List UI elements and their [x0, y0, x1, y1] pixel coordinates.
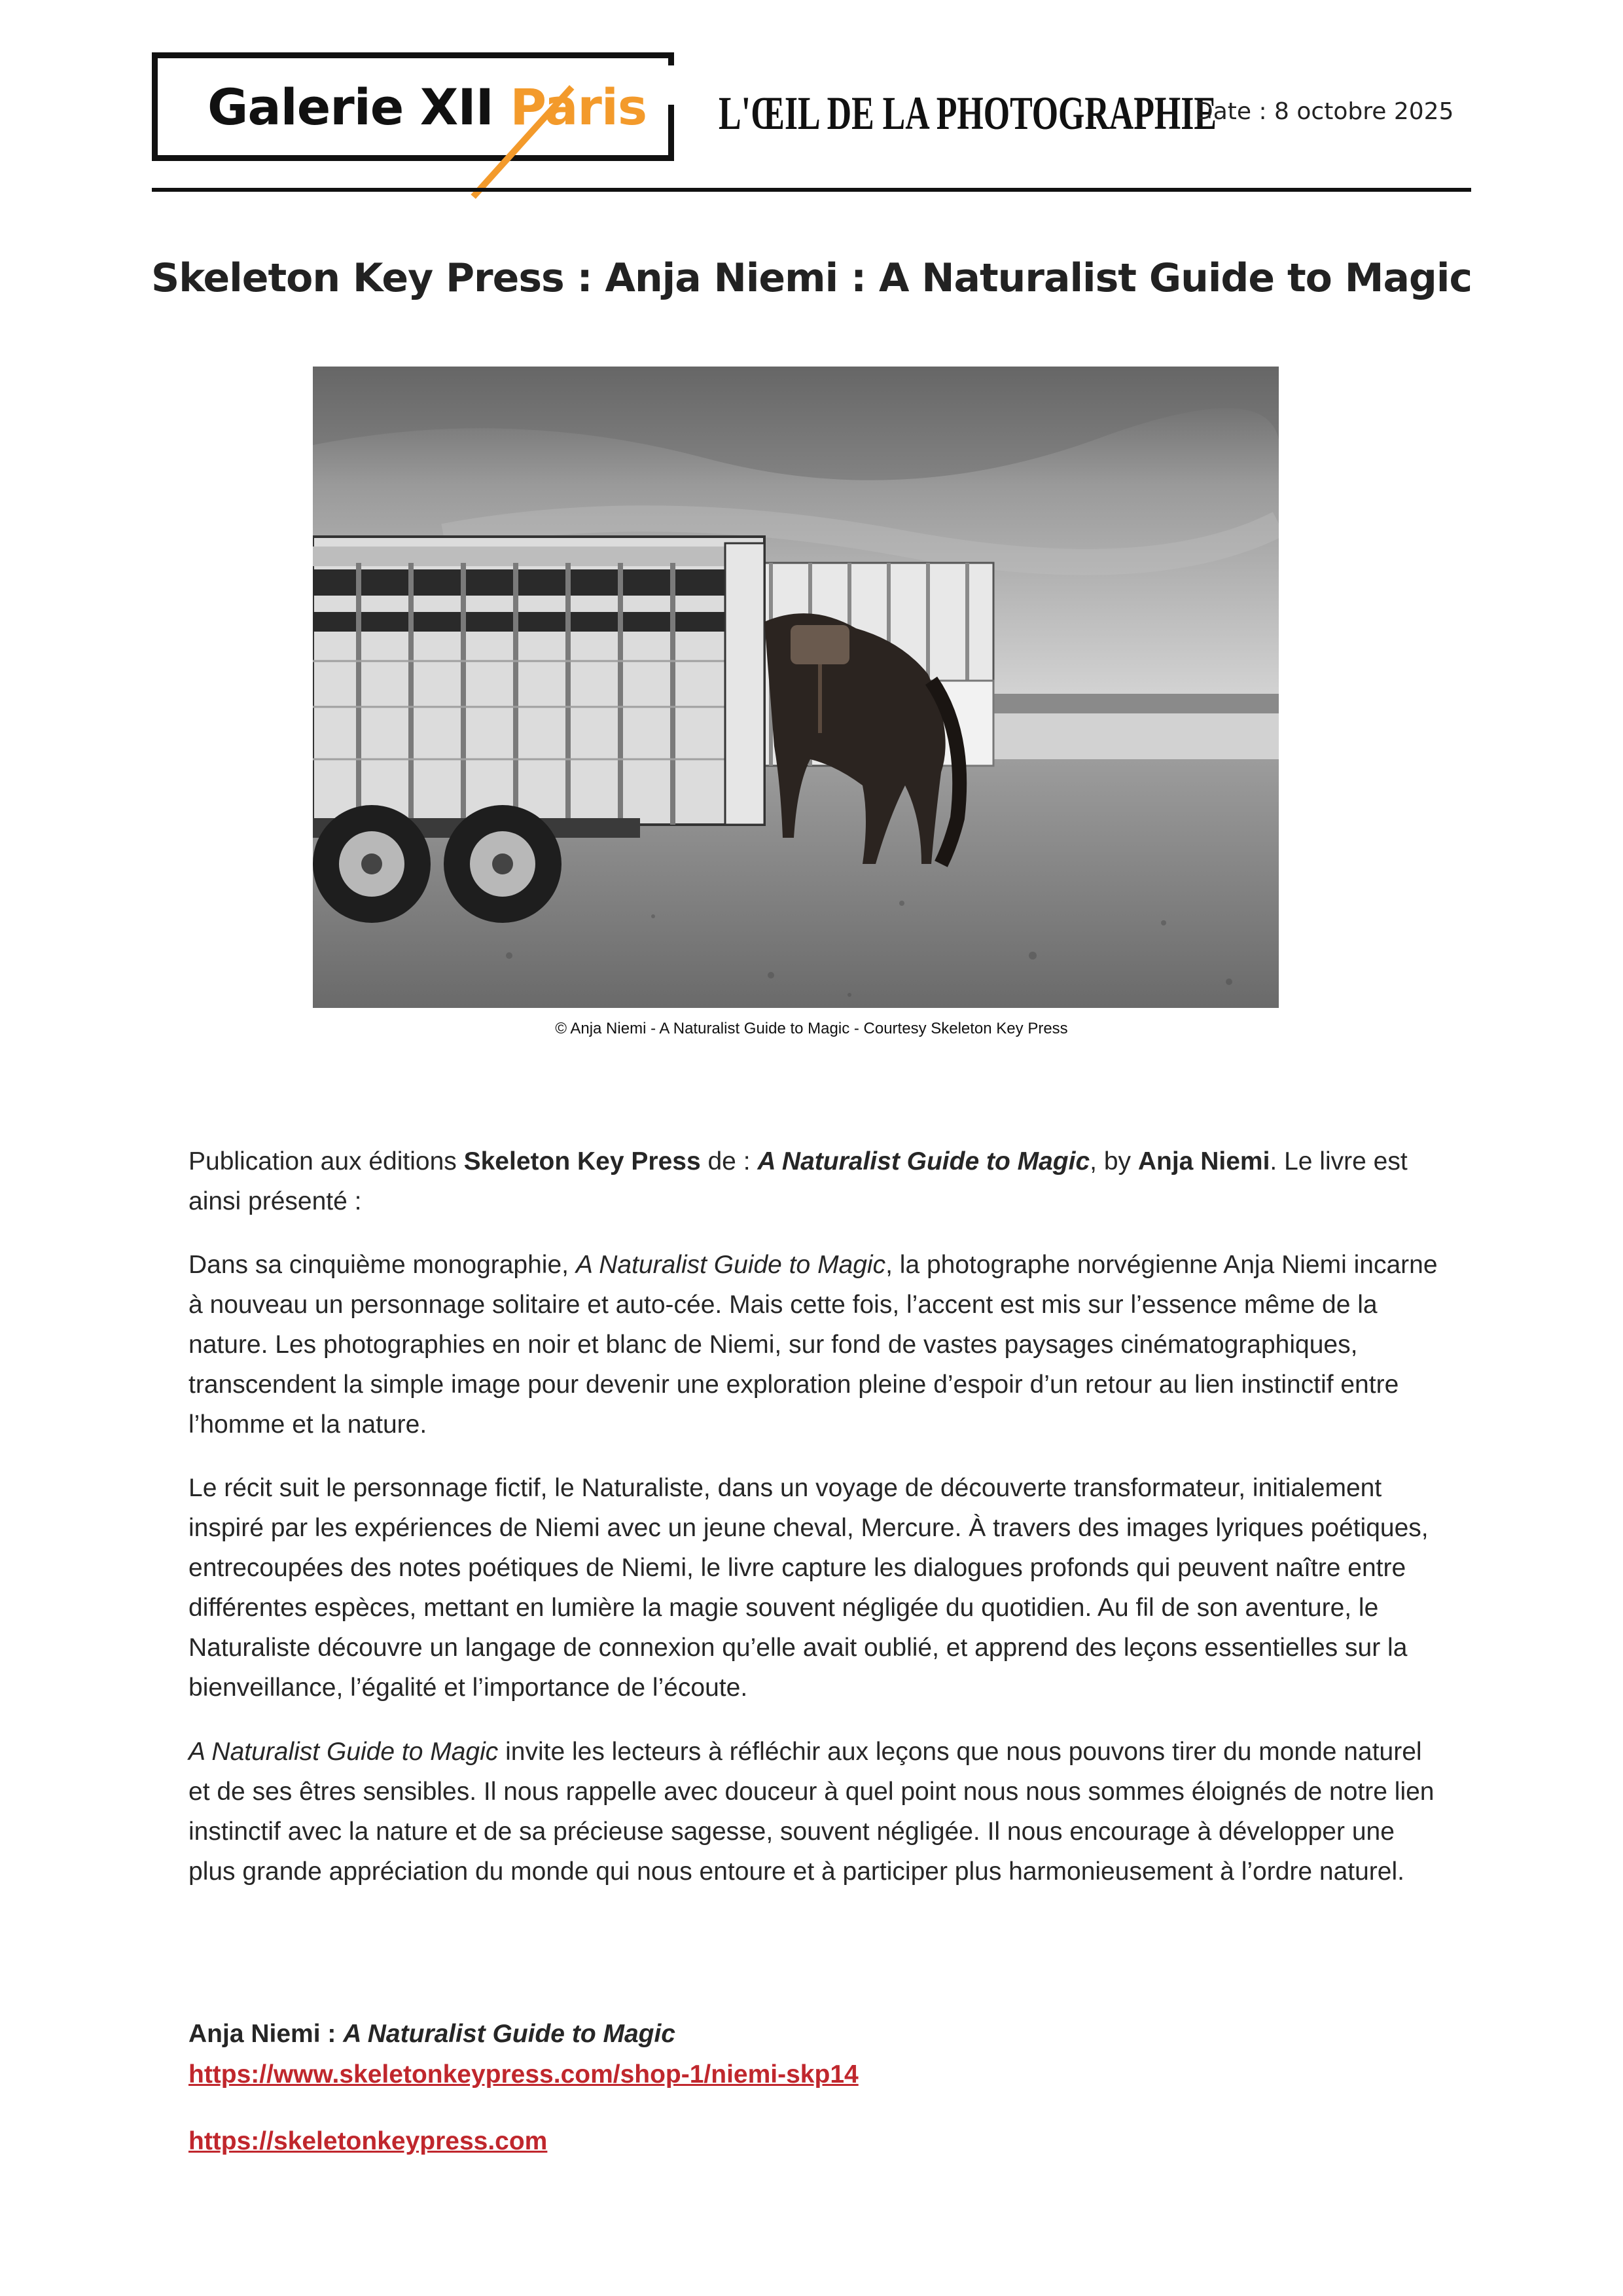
body-paragraph-3: A Naturalist Guide to Magic invite les lecteurs à réfléchir aux leçons que nous pouvons tirer du monde naturel et de ses êtres sensibles. Il nous rappelle avec douceur à quel point nous nous sommes éloignés de notre lien instinctif avec la nature et de sa précieuse sagesse, souvent négligée. Il nous encourage à développer une plus grande appréciation du monde qui nous entoure et à participer plus harmonieusement à l’ordre naturel.	[188, 1738, 1435, 1886]
photo-caption: © Anja Niemi - A Naturalist Guide to Magic - Courtesy Skeleton Key Press	[555, 1020, 1068, 1037]
article-title: Skeleton Key Press : Anja Niemi : A Naturalist Guide to Magic	[151, 255, 1472, 301]
intro-paragraph: Publication aux éditions Skeleton Key Press de : A Naturalist Guide to Magic, by Anja Niemi. Le livre est ainsi présenté :	[188, 1147, 1408, 1215]
gallery-logo-text: Galerie XII Paris	[207, 78, 647, 136]
masthead-title: L'ŒIL DE LA PHOTOGRAPHIE	[719, 87, 1217, 139]
header-rule	[152, 188, 1471, 192]
article-photo	[313, 367, 1279, 1008]
body-paragraph-2: Le récit suit le personnage fictif, le Naturaliste, dans un voyage de découverte transformateur, initialement inspiré par les expériences de Niemi avec un jeune cheval, Mercure. À travers des images lyriques poétiques, entrecoupées des notes poétiques de Niemi, le livre capture les dialogues profonds qui peuvent naître entre différentes espèces, mettant en lumière la magie souvent négligée du quotidien. Au fil de son aventure, le Naturaliste découvre un langage de connexion qu’elle avait oublié, et apprend des leçons essentielles sur la bienveillance, l’égalité et l’importance de l’écoute.	[188, 1474, 1429, 1702]
shop-link[interactable]: https://www.skeletonkeypress.com/shop-1/niemi-skp14	[188, 2060, 859, 2089]
publication-date: Date : 8 octobre 2025	[1195, 98, 1454, 125]
book-credit: Anja Niemi : A Naturalist Guide to Magic	[188, 2020, 675, 2048]
publisher-link[interactable]: https://skeletonkeypress.com	[188, 2127, 548, 2155]
body-paragraph-1: Dans sa cinquième monographie, A Naturalist Guide to Magic, la photographe norvégienne Anja Niemi incarne à nouveau un personnage solitaire et auto-cée. Mais cette fois, l’accent est mis sur l’essence même de la nature. Les photographies en noir et blanc de Niemi, sur fond de vastes paysages cinématographiques, transcendent la simple image pour devenir une exploration pleine d’espoir d’un retour au lien instinctif entre l’homme et la nature.	[188, 1251, 1438, 1439]
gallery-logo	[152, 52, 674, 161]
logo-gap	[665, 65, 681, 105]
